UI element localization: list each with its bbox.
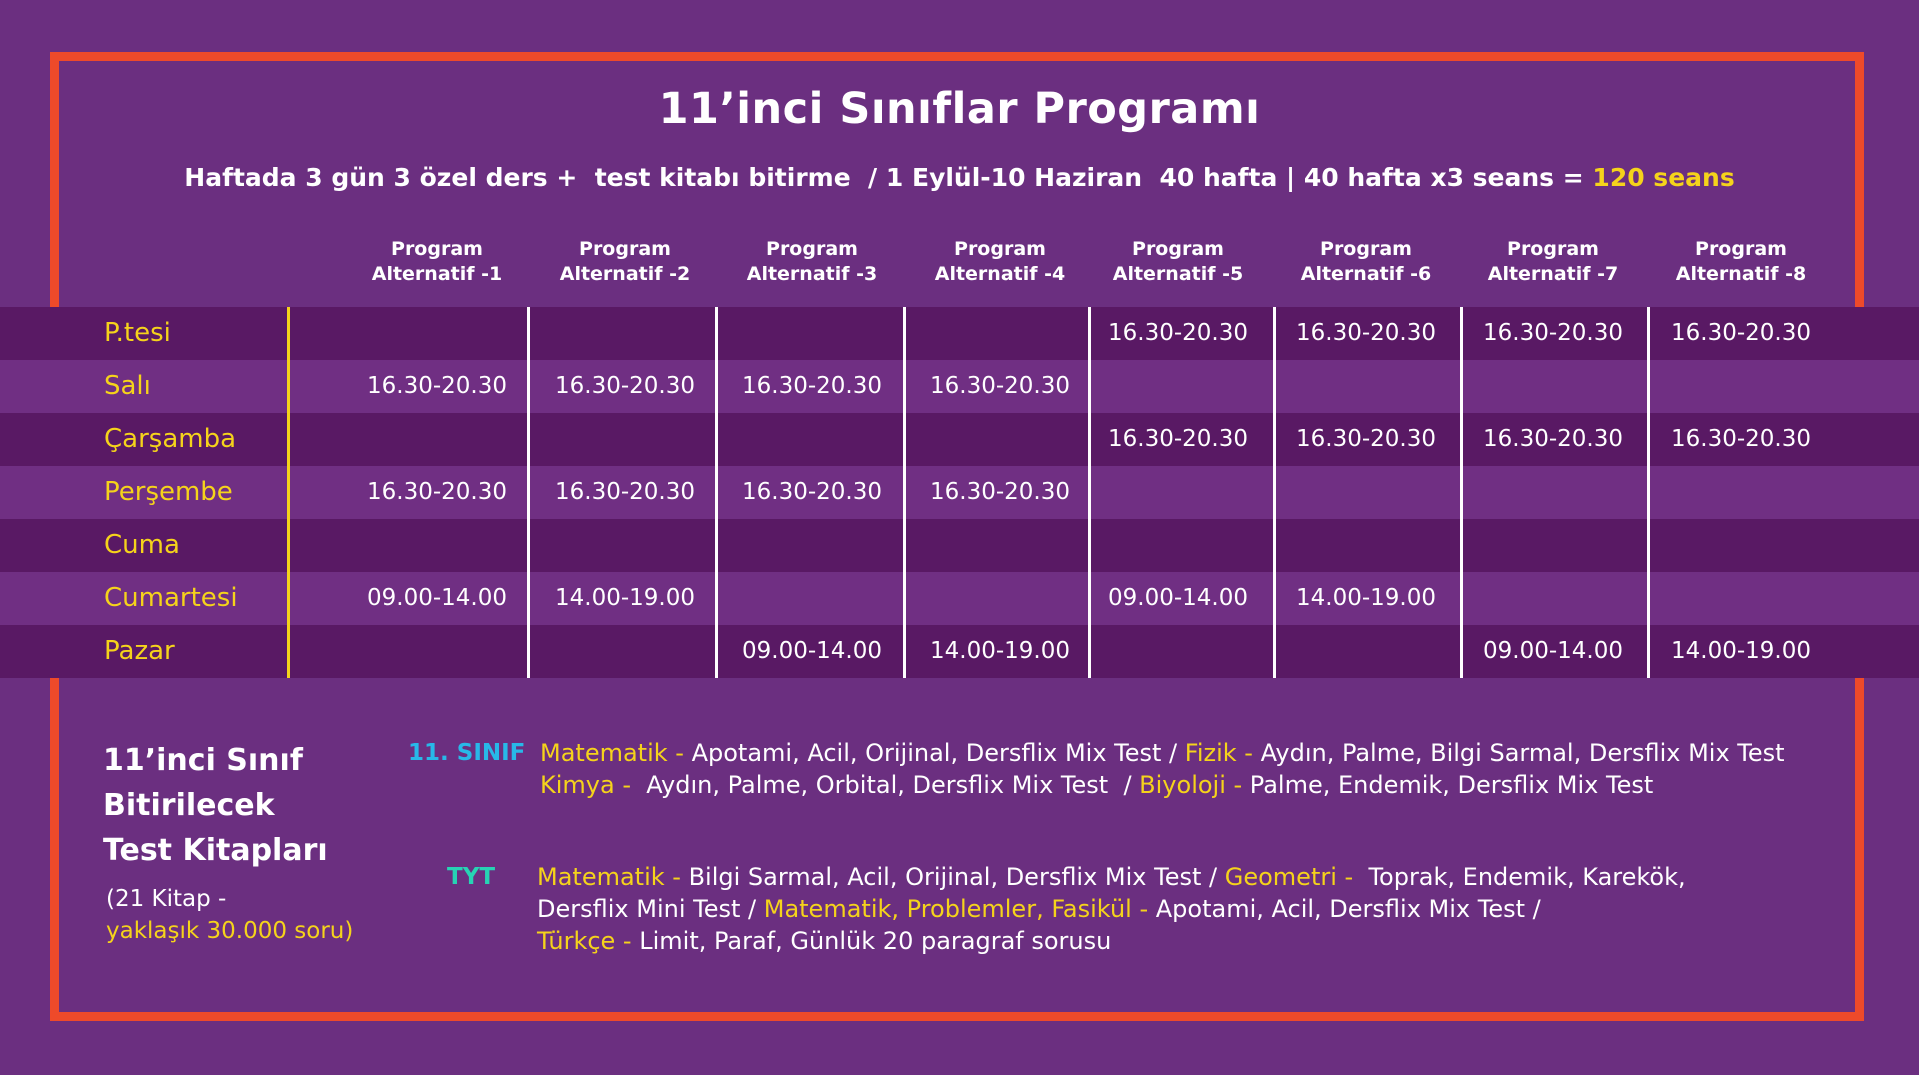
tyt-line (537, 925, 1111, 957)
book-list: Dersflix Mini Test / (537, 895, 764, 923)
time-cell: 16.30-20.30 (1671, 426, 1811, 452)
column-header-line: Alternatif -3 (746, 263, 878, 285)
book-list: Aydın, Palme, Bilgi Sarmal, Dersflix Mix Test (1260, 739, 1785, 767)
subtitle-main: Haftada 3 gün 3 özel ders + test kitabı bitirme / 1 Eylül-10 Haziran 40 hafta | 40 hafta x3 seans = (184, 163, 1593, 192)
column-header-line: Alternatif -2 (559, 263, 691, 285)
subject-label: Matematik - (537, 863, 689, 891)
subject-label: Matematik - (540, 739, 692, 767)
column-header-line: Program (391, 238, 483, 260)
column-header (910, 237, 1090, 287)
tyt-line (537, 861, 1686, 893)
time-cell: 09.00-14.00 (367, 585, 507, 611)
column-header-line: Program (1320, 238, 1412, 260)
time-cell: 16.30-20.30 (742, 373, 882, 399)
time-cell: 16.30-20.30 (1296, 426, 1436, 452)
column-header (535, 237, 715, 287)
time-cell: 16.30-20.30 (1296, 320, 1436, 346)
column-divider (1088, 307, 1091, 678)
page-title: 11’inci Sınıflar Programı (658, 84, 1261, 134)
time-cell: 16.30-20.30 (1108, 426, 1248, 452)
column-header-line: Program (579, 238, 671, 260)
time-cell: 09.00-14.00 (742, 638, 882, 664)
column-header (347, 237, 527, 287)
book-list: Apotami, Acil, Dersflix Mix Test / (1155, 895, 1541, 923)
column-divider (1273, 307, 1276, 678)
column-header (1463, 237, 1643, 287)
sinif-label: 11. SINIF (408, 740, 526, 766)
subject-label: Biyoloji - (1139, 771, 1250, 799)
time-cell: 16.30-20.30 (555, 373, 695, 399)
subject-label: Türkçe - (537, 927, 640, 955)
column-header-line: Alternatif -7 (1487, 263, 1619, 285)
column-header-line: Program (1507, 238, 1599, 260)
column-divider (1460, 307, 1463, 678)
books-title (103, 738, 328, 873)
books-title-line: 11’inci Sınıf (103, 743, 303, 778)
book-list: Apotami, Acil, Orijinal, Dersflix Mix Test / (691, 739, 1185, 767)
day-label: Cuma (104, 530, 180, 560)
column-header (1276, 237, 1456, 287)
time-cell: 14.00-19.00 (1671, 638, 1811, 664)
column-divider (903, 307, 906, 678)
page-subtitle (0, 163, 1919, 192)
column-header-line: Alternatif -6 (1300, 263, 1432, 285)
day-label: Perşembe (104, 477, 233, 507)
time-cell: 16.30-20.30 (367, 373, 507, 399)
book-list: Limit, Paraf, Günlük 20 paragraf sorusu (639, 927, 1112, 955)
tyt-label: TYT (447, 864, 496, 890)
subject-label: Matematik, Problemler, Fasikül - (763, 895, 1156, 923)
column-header (1651, 237, 1831, 287)
column-header-line: Alternatif -5 (1112, 263, 1244, 285)
column-divider (1647, 307, 1650, 678)
time-cell: 16.30-20.30 (742, 479, 882, 505)
subtitle-highlight: 120 seans (1592, 163, 1735, 192)
books-count (106, 883, 353, 947)
time-cell: 09.00-14.00 (1108, 585, 1248, 611)
column-header-line: Program (1695, 238, 1787, 260)
books-title-line: Test Kitapları (103, 833, 328, 868)
sinif-line (540, 737, 1785, 769)
time-cell: 14.00-19.00 (1296, 585, 1436, 611)
sinif-line (540, 769, 1653, 801)
book-list: Bilgi Sarmal, Acil, Orijinal, Dersflix Mix Test / (688, 863, 1225, 891)
subject-label: Geometri - (1224, 863, 1369, 891)
subject-label: Fizik - (1184, 739, 1261, 767)
time-cell: 16.30-20.30 (930, 373, 1070, 399)
day-label: Çarşamba (104, 424, 237, 454)
column-header-line: Program (766, 238, 858, 260)
day-label: Salı (104, 371, 151, 401)
books-count-line: yaklaşık 30.000 soru) (106, 918, 354, 944)
time-cell: 14.00-19.00 (555, 585, 695, 611)
day-label: Cumartesi (104, 583, 238, 613)
book-list: Aydın, Palme, Orbital, Dersflix Mix Test / (646, 771, 1140, 799)
day-divider (287, 307, 290, 678)
subject-label: Kimya - (540, 771, 647, 799)
time-cell: 16.30-20.30 (1671, 320, 1811, 346)
column-header-line: Alternatif -1 (371, 263, 503, 285)
tyt-line (537, 893, 1541, 925)
column-header-line: Alternatif -4 (934, 263, 1066, 285)
books-count-line: (21 Kitap - (106, 886, 227, 912)
time-cell: 16.30-20.30 (1483, 426, 1623, 452)
column-header-line: Program (954, 238, 1046, 260)
column-header (1088, 237, 1268, 287)
book-list: Toprak, Endemik, Karekök, (1368, 863, 1686, 891)
book-list: Palme, Endemik, Dersflix Mix Test (1249, 771, 1654, 799)
time-cell: 14.00-19.00 (930, 638, 1070, 664)
column-header-line: Program (1132, 238, 1224, 260)
time-cell: 16.30-20.30 (1483, 320, 1623, 346)
time-cell: 16.30-20.30 (555, 479, 695, 505)
time-cell: 16.30-20.30 (1108, 320, 1248, 346)
day-label: P.tesi (104, 318, 171, 348)
time-cell: 16.30-20.30 (930, 479, 1070, 505)
day-label: Pazar (104, 636, 175, 666)
column-header (722, 237, 902, 287)
time-cell: 09.00-14.00 (1483, 638, 1623, 664)
column-header-line: Alternatif -8 (1675, 263, 1807, 285)
time-cell: 16.30-20.30 (367, 479, 507, 505)
column-divider (527, 307, 530, 678)
books-title-line: Bitirilecek (103, 788, 275, 823)
column-divider (715, 307, 718, 678)
